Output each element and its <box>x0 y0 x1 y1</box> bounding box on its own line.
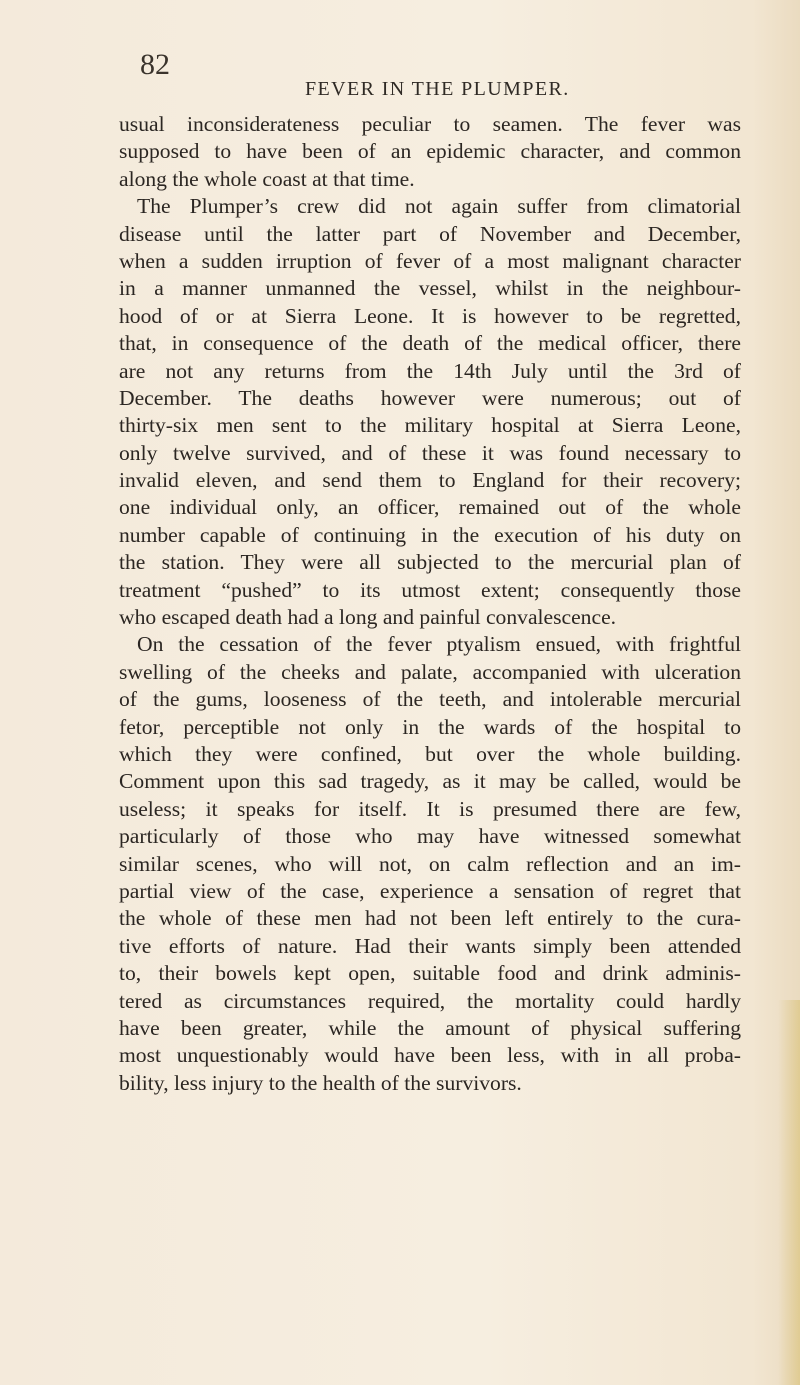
text-line: disease until the latter part of November and December, <box>119 221 741 246</box>
text-line: one individual only, an officer, remained out of the whole <box>119 495 741 520</box>
text-line: fetor, perceptible not only in the wards of the hospital to <box>119 714 741 739</box>
text-line: supposed to have been of an epidemic character, and common <box>119 139 741 164</box>
text-line: which they were confined, but over the whole building. <box>119 741 741 766</box>
text-line: hood of or at Sierra Leone. It is however to be regretted, <box>119 303 741 328</box>
text-line: On the cessation of the fever ptyalism ensued, with frightful <box>137 632 741 657</box>
page-edge-stain <box>778 1000 800 1385</box>
text-line: The Plumper’s crew did not again suffer from climatorial <box>137 194 741 219</box>
running-head: FEVER IN THE PLUMPER. <box>305 78 570 100</box>
text-line: swelling of the cheeks and palate, accompanied with ulceration <box>119 659 741 684</box>
text-line: partial view of the case, experience a sensation of regret that <box>119 878 741 903</box>
text-line: when a sudden irruption of fever of a most malignant character <box>119 248 741 273</box>
text-line: December. The deaths however were numerous; out of <box>119 385 741 410</box>
text-line: bility, less injury to the health of the survivors. <box>119 1070 522 1095</box>
text-line: useless; it speaks for itself. It is presumed there are few, <box>119 796 741 821</box>
text-line: to, their bowels kept open, suitable food and drink adminis- <box>119 961 741 986</box>
text-line: only twelve survived, and of these it was found necessary to <box>119 440 741 465</box>
text-line: particularly of those who may have witnessed somewhat <box>119 824 741 849</box>
text-line: the station. They were all subjected to the mercurial plan of <box>119 550 741 575</box>
text-line: that, in consequence of the death of the medical officer, there <box>119 331 741 356</box>
text-line: invalid eleven, and send them to England for their recovery; <box>119 468 741 493</box>
text-line: number capable of continuing in the execution of his duty on <box>119 522 741 547</box>
text-line: along the whole coast at that time. <box>119 166 415 191</box>
text-line: the whole of these men had not been left entirely to the cura- <box>119 906 741 931</box>
page-number: 82 <box>140 48 170 81</box>
text-line: who escaped death had a long and painful convalescence. <box>119 605 617 630</box>
text-line: Comment upon this sad tragedy, as it may be called, would be <box>119 769 741 794</box>
text-line: tive efforts of nature. Had their wants simply been attended <box>119 933 741 958</box>
text-line: most unquestionably would have been less, with in all proba- <box>119 1043 741 1068</box>
text-line: similar scenes, who will not, on calm reflection and an im- <box>119 851 741 876</box>
text-line: tered as circumstances required, the mortality could hardly <box>119 988 741 1013</box>
text-line: usual inconsiderateness peculiar to seamen. The fever was <box>119 112 741 136</box>
text-line: treatment “pushed” to its utmost extent; consequently those <box>119 577 741 602</box>
text-line: thirty-six men sent to the military hospital at Sierra Leone, <box>119 413 741 438</box>
text-line: have been greater, while the amount of physical suffering <box>119 1015 741 1040</box>
body-text <box>119 111 741 1097</box>
text-line: are not any returns from the 14th July until the 3rd of <box>119 358 741 383</box>
text-line: in a manner unmanned the vessel, whilst in the neighbour- <box>119 276 741 301</box>
text-line: of the gums, looseness of the teeth, and intolerable mercurial <box>119 687 741 712</box>
